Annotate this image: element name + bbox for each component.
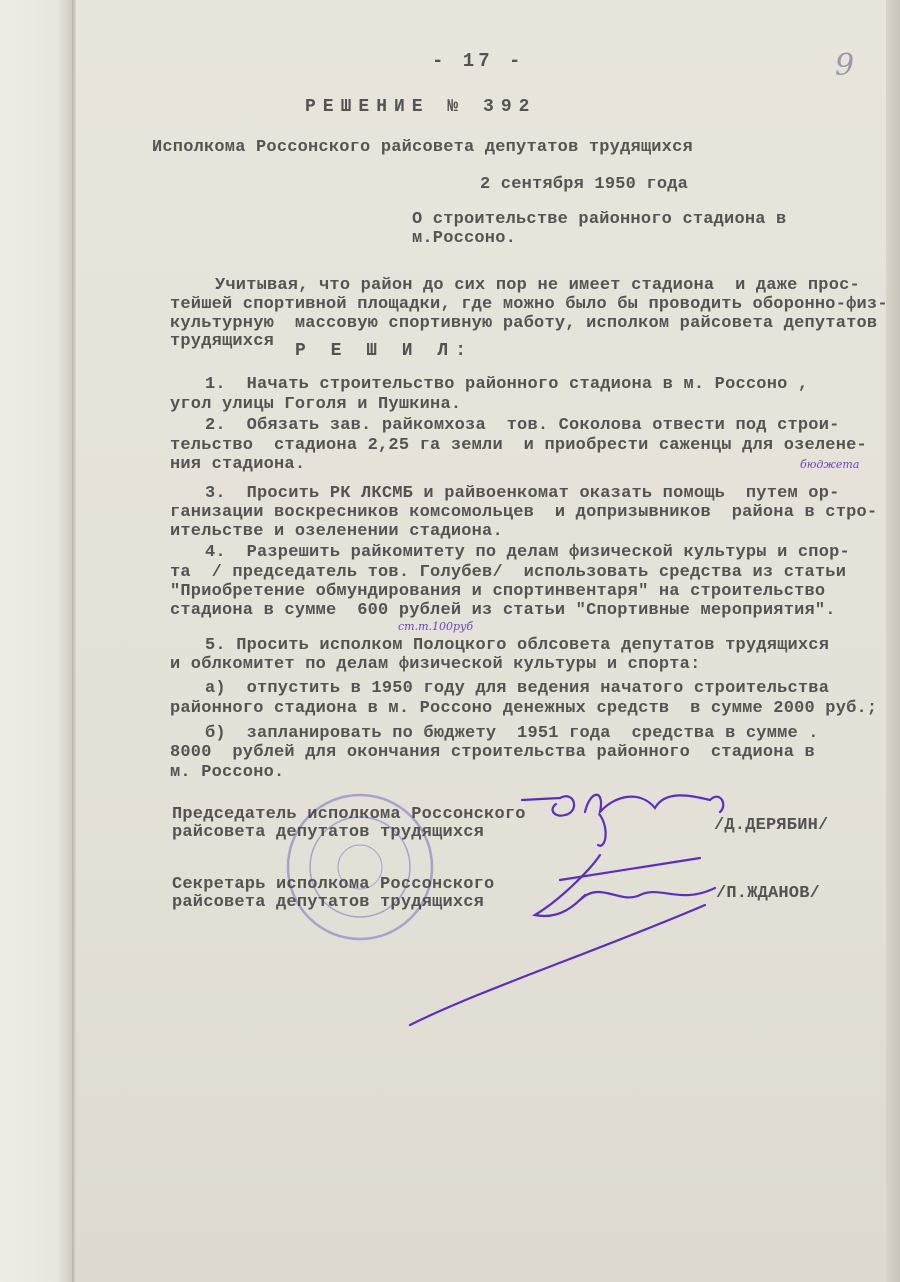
item-line: ительстве и озеленении стадиона. [170, 522, 503, 541]
item-line: 8000 рублей для окончания строительства районного стадиона в [170, 743, 815, 762]
signatory-title: райсовета депутатов трудящихся [172, 893, 485, 912]
handwritten-note: бюджета [800, 458, 860, 471]
subject-line: О строительстве районного стадиона в [412, 210, 787, 229]
document-title: РЕШЕНИЕ № 392 [305, 97, 537, 117]
decided-heading: Р Е Ш И Л: [295, 341, 474, 361]
issuer: Исполкома Россонского райсовета депутатов трудящихся [152, 138, 693, 157]
preamble-line: тейшей спортивной площадки, где можно было бы проводить оборонно-физ- [170, 295, 888, 314]
item-line: 2. Обязать зав. райкомхоза тов. Соколова отвести под строи- [205, 416, 840, 435]
signatory-name: /Д.ДЕРЯБИН/ [714, 816, 829, 835]
archive-sheet-number: 9 [835, 48, 855, 83]
document-date: 2 сентября 1950 года [480, 175, 689, 194]
item-line: 4. Разрешить райкомитету по делам физической культуры и спор- [205, 543, 850, 562]
item-line: 5. Просить исполком Полоцкого облсовета депутатов трудящихся [205, 636, 830, 655]
item-line: та / председатель тов. Голубев/ использовать средства из статьи [170, 563, 847, 582]
signatory-title: райсовета депутатов трудящихся [172, 823, 485, 842]
preamble-line: Учитывая, что район до сих пор не имеет стадиона и даже прос- [215, 276, 860, 295]
signature-derjabin [522, 795, 723, 846]
page-number: - 17 - [432, 50, 525, 72]
subject-line: м.Россоно. [412, 229, 517, 248]
item-line: "Приобретение обмундирования и спортинвентаря" на строительство [170, 582, 826, 601]
item-line: и облкомитет по делам физической культуры и спорта: [170, 655, 701, 674]
item-line: а) отпустить в 1950 году для ведения начатого строительства [205, 679, 830, 698]
item-line: ганизации воскресников комсомольцев и допризывников района в стро- [170, 503, 878, 522]
preamble-line: культурную массовую спортивную работу, исполком райсовета депутатов [170, 314, 878, 333]
item-line: б) запланировать по бюджету 1951 года средства в сумме . [205, 724, 819, 743]
item-line: угол улицы Гоголя и Пушкина. [170, 395, 462, 414]
item-line: стадиона в сумме 600 рублей из статьи "Спортивные мероприятия". [170, 601, 836, 620]
item-line: ния стадиона. [170, 455, 306, 474]
item-line: 1. Начать строительство районного стадиона в м. Россоно , [205, 375, 809, 394]
item-line: тельство стадиона 2,25 га земли и приобрести саженцы для озелене- [170, 436, 867, 455]
signatory-title: Секретарь исполкома Россонского [172, 875, 495, 894]
preamble-line: трудящихся [170, 332, 275, 351]
handwritten-note: ст.т.100руб [398, 620, 474, 633]
signatory-name: /П.ЖДАНОВ/ [716, 884, 821, 903]
signatory-title: Председатель исполкома Россонского [172, 805, 526, 824]
item-line: районного стадиона в м. Россоно денежных средств в сумме 2000 руб.; [170, 699, 878, 718]
item-line: 3. Просить РК ЛКСМБ и райвоенкомат оказать помощь путем ор- [205, 484, 840, 503]
item-line: м. Россоно. [170, 763, 285, 782]
